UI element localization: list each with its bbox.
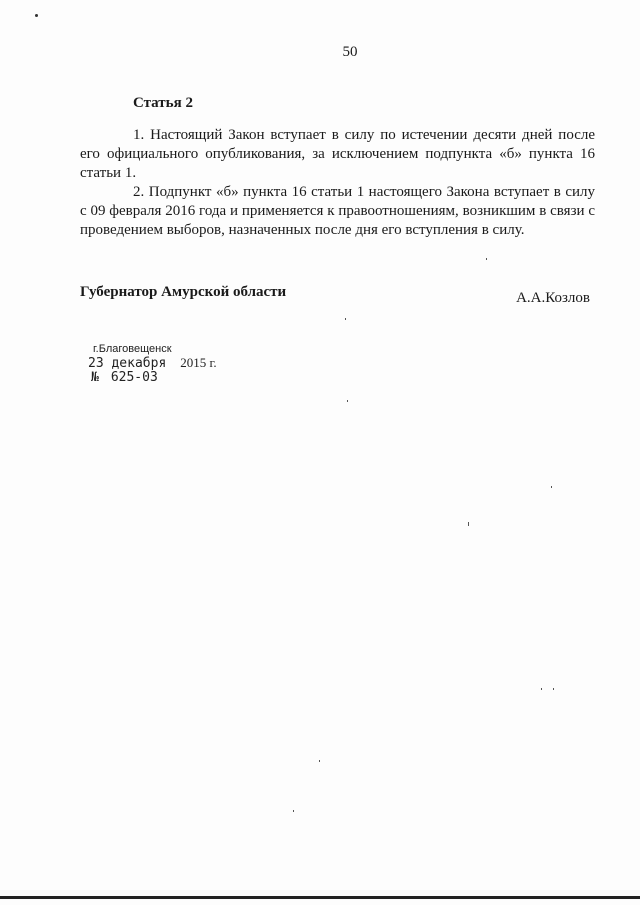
scan-speck: [541, 688, 542, 690]
stamp-number-prefix: №: [91, 370, 99, 385]
signatory-name: А.А.Козлов: [516, 290, 590, 306]
scan-speck: [468, 522, 469, 526]
stamp-number-line: [91, 370, 158, 385]
page-number: 50: [342, 44, 358, 60]
stamp-number: 625-03: [110, 370, 158, 385]
scan-speck: [347, 400, 348, 402]
scan-speck: [553, 688, 554, 690]
stamp-date: 23 декабря: [88, 356, 167, 371]
article-paragraph-1: 1. Настоящий Закон вступает в силу по истечении десяти дней после его официального опубликования, за исключением подпункта «б» пункта 16 статьи 1.: [80, 127, 595, 181]
signatory-title: Губернатор Амурской области: [80, 284, 287, 300]
article-paragraph-2: 2. Подпункт «б» пункта 16 статьи 1 настоящего Закона вступает в силу с 09 февраля 2016 года и применяется к правоотношениям, возникшим в связи с проведением выборов, назначенных после дня его вступления в силу.: [80, 184, 595, 238]
scan-speck: [293, 810, 294, 812]
stamp-year: 2015 г.: [180, 355, 217, 370]
scan-speck: [551, 486, 552, 488]
article-title: Статья 2: [133, 95, 193, 111]
scan-speck: [345, 318, 346, 320]
stamp-city: г.Благовещенск: [93, 343, 172, 355]
scan-speck: [35, 14, 38, 17]
page-bottom-edge: [0, 896, 640, 899]
stamp-date-line: [88, 355, 217, 371]
scan-speck: [319, 760, 320, 762]
scan-speck: [486, 258, 487, 260]
